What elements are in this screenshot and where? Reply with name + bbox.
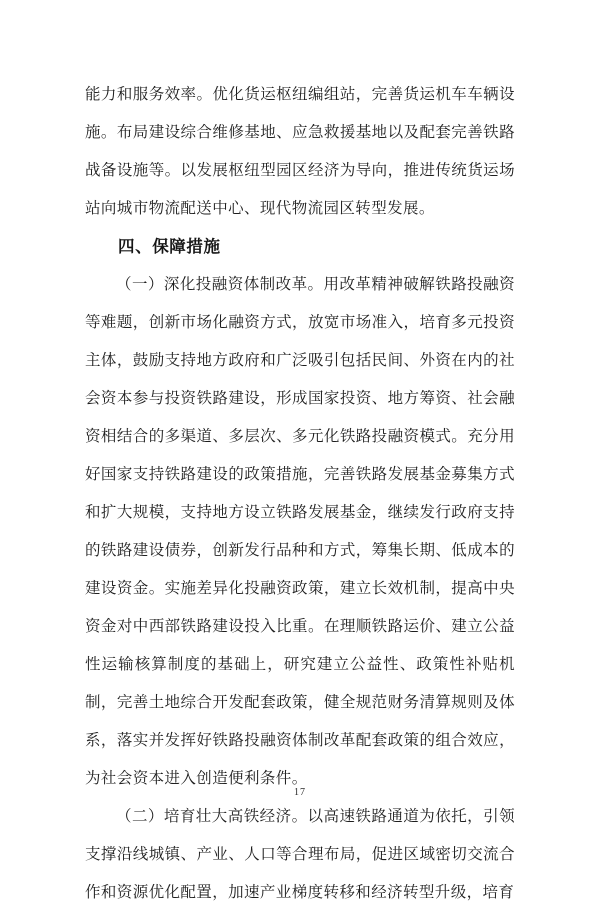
section-heading: 四、保障措施 <box>118 238 221 256</box>
paragraph-continuation: 能力和服务效率。优化货运枢纽编组站，完善货运机车车辆设施。布局建设综合维修基地、应急救援基地以及配套完善铁路战备设施等。以发展枢纽型园区经济为导向，推进传统货运场站向城市物流配送中心、现代物流园区转型发展。 <box>85 86 515 217</box>
paragraph-item-1: （一）深化投融资体制改革。用改革精神破解铁路投融资等难题，创新市场化融资方式，放宽市场准入，培育多元投资主体，鼓励支持地方政府和广泛吸引包括民间、外资在内的社会资本参与投资铁路建设，形成国家投资、地方筹资、社会融资相结合的多渠道、多层次、多元化铁路投融资模式。充分用好国家支持铁路建设的政策措施，完善铁路发展基金募集方式和扩大规模，支持地方设立铁路发展基金，继续发行政府支持的铁路建设债券，创新发行品种和方式，筹集长期、低成本的建设资金。实施差异化投融资政策，建立长效机制，提高中央资金对中西部铁路建设投入比重。在理顺铁路运价、建立公益性运输核算制度的基础上，研究建立公益性、政策性补贴机制，完善土地综合开发配套政策，健全规范财务清算规则及体系，落实并发挥好铁路投融资体制改革配套政策的组合效应，为社会资本进入创造便利条件。 <box>85 276 515 787</box>
page-number: 17 <box>294 787 306 798</box>
page-footer <box>0 782 600 800</box>
paragraph-item-2: （二）培育壮大高铁经济。以高速铁路通道为依托，引领支撑沿线城镇、产业、人口等合理布局，促进区域密切交流合作和资源优化配置，加速产业梯度转移和经济转型升级，培育 <box>85 808 515 901</box>
